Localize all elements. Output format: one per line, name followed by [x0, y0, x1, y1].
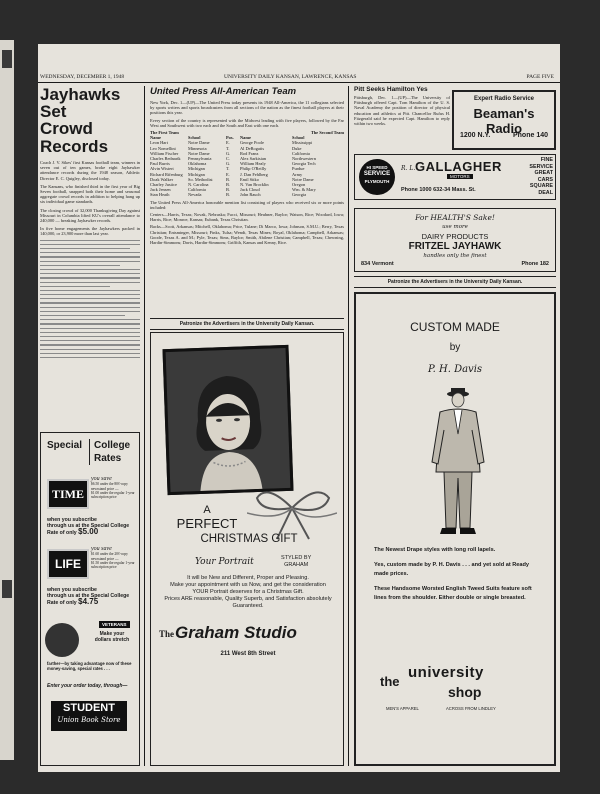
patronize-banner-right: Patronize the Advertisers in the University Daily Kansan.: [354, 276, 556, 288]
aa-paragraph: Backs—Scott, Arkansas; Mitchell, Oklahoma; Price, Tulane; Di Marco, Iowa; Johnson, S.M.U.; Berry, Texas Christian; Entsminger, Missouri; Finks, Tulsa; Wendt, Texas Mines; Royal, Oklahoma; Campbell, Arkansas; Goode, Texas A. and M.; Pyle, Texas; Sims, Baylor; Smith, Abilene Christian; Campbell, Texas; Chewning, Hardin-Simmons; Davis, Hardin-Simmons; Griffith, Kansas and Kenny, Rice.: [150, 224, 344, 246]
table-cell: Michigan: [188, 166, 205, 172]
veterans-line-2: dollars stretch: [94, 637, 130, 643]
table-cell: Notre Dame: [188, 140, 210, 146]
slogan-2: SERVICE: [529, 163, 553, 170]
table-cell: Jack Jensen: [150, 187, 171, 193]
table-cell: California: [292, 150, 310, 156]
beamans-radio-ad: [452, 90, 556, 150]
slogan-3: GREAT: [534, 170, 553, 177]
graham-body-3: Prices ARE reasonable, Quality Superb, and Satisfaction absolutely Guaranteed.: [164, 596, 332, 609]
beaman-name: Beaman's Radio: [473, 106, 535, 136]
masthead-date: WEDNESDAY, DECEMBER 1, 1948: [40, 74, 125, 80]
custom-made-ad: [354, 292, 556, 766]
special-label: [47, 439, 82, 452]
time-subscribe: when you subscribe: [47, 517, 97, 523]
gift-perfect: PERFECT: [176, 516, 238, 531]
first-team-label: The First Team: [150, 130, 179, 136]
table-cell: Wm. & Mary: [292, 187, 316, 193]
badge-line-2: SERVICE: [363, 171, 391, 177]
special-word: Special: [47, 440, 83, 451]
col-pos: Pos.: [226, 135, 234, 141]
your-portrait: Your Portrait: [195, 557, 254, 567]
table-cell: California: [188, 187, 206, 193]
table-cell: B.: [226, 192, 231, 198]
table-cell: Doak Walker: [150, 176, 174, 182]
beaman-phone: Phone 140: [512, 132, 548, 139]
slogan-4: CARS: [537, 176, 553, 183]
table-cell: So. Methodist: [188, 176, 213, 182]
table-cell: G.: [226, 161, 231, 167]
article-paragraph: The Kansans, who finished third in the first year of Big Seven football, snapped both their home and seasonal aggregate crowd records in addition to helping hang up six individual game standards.: [40, 183, 140, 205]
table-cell: E.: [226, 171, 230, 177]
student-name: STUDENT: [63, 702, 115, 714]
custom-desc-2: Yes, custom made by P. H. Davis . . . and yet sold at Ready made prices.: [374, 562, 530, 577]
table-cell: B.: [226, 182, 231, 188]
binding-mark: [2, 50, 12, 68]
beaman-tagline: Expert Radio Service: [473, 96, 535, 102]
veterans-emblem-icon: [45, 623, 79, 657]
graham-address: 211 West 8th Street: [220, 651, 276, 657]
styled-by: STYLED BY: [281, 555, 312, 561]
gallagher-initials: R. L.: [401, 165, 416, 172]
table-cell: Leo Nomellini: [150, 145, 176, 151]
gallagher-slogan: [505, 157, 553, 197]
patronize-banner-center: Patronize the Advertisers in the University Daily Kansan.: [150, 318, 344, 330]
table-cell: Georgia Tech: [292, 161, 316, 167]
pitt-article: [354, 86, 450, 152]
jayhawks-article: [40, 86, 140, 426]
second-team-label: The Second Team: [310, 130, 344, 136]
aa-paragraph: The United Press All-America honorable mention list consisting of players who received six or more points included:: [150, 199, 344, 210]
gift-a: A: [203, 504, 211, 516]
aa-roster-table: [150, 140, 344, 197]
life-detail-1: $1.60 under the 20¢-copy newsstand price —: [91, 552, 128, 561]
time-save: you save: [91, 476, 112, 482]
life-subscribe: when you subscribe: [47, 587, 97, 593]
gallagher-phone: Phone 1000 632-34 Mass. St.: [401, 187, 476, 193]
article-continued-text: [40, 240, 140, 358]
custom-desc-1: The Newest Drape styles with long roll lapels.: [374, 547, 496, 553]
graham-the: The: [159, 629, 175, 639]
gallagher-motors-ad: [354, 154, 556, 200]
veterans-body: farther—by taking advantage now of these money-saving, special rates . . .: [47, 661, 132, 672]
student-union-logo: [51, 701, 127, 731]
hi-speed-service-badge-icon: [359, 159, 395, 195]
slogan-5: SQUARE: [529, 183, 553, 190]
badge-line-1: HI SPEED: [366, 165, 388, 170]
binding-mark: [2, 580, 12, 598]
styled-graham: GRAHAM: [284, 562, 309, 568]
col-school: School: [188, 135, 201, 141]
table-cell: C.: [226, 156, 231, 162]
custom-made-title: CUSTOM MADE: [410, 320, 500, 334]
time-logo: TIME: [47, 479, 89, 509]
life-price: $4.75: [78, 597, 99, 607]
graham-body-1: It will be New and Different, Proper and Pleasing.: [187, 575, 309, 581]
aa-dateline: New York, Dec. 1—(UP)—The United Press today presents its 1948 All-America, the 11 collegians selected by sports writers and sports broadcasters from all sections of the nation as the finest football players at their positions this year.: [150, 100, 344, 116]
col-name: Name: [150, 135, 161, 141]
custom-desc-3: These Handsome Worsted English Tweed Suits feature soft lines from the shoulder. Either double or single breasted.: [374, 586, 532, 601]
table-cell: Notre Dame: [292, 176, 314, 182]
column-rule: [348, 86, 349, 766]
veterans-tag: VETERANS: [99, 621, 130, 628]
aa-headline: United Press All-American Team: [150, 86, 297, 97]
shop-apparel: MEN'S APPAREL: [386, 706, 419, 711]
slogan-6: DEAL: [538, 189, 553, 196]
fritzel-finest: handles only the finest: [423, 253, 487, 259]
table-cell: Purdue: [292, 166, 305, 172]
table-cell: Leon Hart: [150, 140, 168, 146]
newspaper-page: [38, 44, 560, 772]
table-cell: J. Dan Fehlberg: [240, 171, 268, 177]
masthead-paper: UNIVERSITY DAILY KANSAN, LAWRENCE, KANSAS: [224, 74, 357, 80]
aa-paragraph: Every section of the country is represented with the Midwest leading with five players, followed by the Far West and Southwest with two each and the South and East with one each.: [150, 117, 344, 128]
table-cell: Duke: [292, 145, 302, 151]
beaman-address: 1200 N.Y.: [460, 132, 491, 139]
masthead-rule: [38, 82, 560, 83]
life-save: you save: [91, 546, 112, 552]
custom-davis: P. H. Davis: [427, 364, 483, 375]
table-cell: B.: [226, 187, 231, 193]
fritzel-use-more: use more: [442, 224, 468, 230]
table-cell: T.: [226, 166, 230, 172]
all-american-article: [150, 86, 344, 314]
headline-line2: Crowd Records: [40, 119, 109, 156]
fritzel-dairy: DAIRY PRODUCTS: [421, 232, 489, 241]
table-cell: G.: [226, 150, 231, 156]
table-cell: Minnesota: [188, 145, 207, 151]
time-detail-2: $1.00 under the regular 1-year subscription price: [91, 491, 135, 500]
table-cell: N. Van Brocklin: [240, 182, 269, 188]
fritzel-name: FRITZEL JAYHAWK: [408, 241, 502, 252]
shop-location: ACROSS FROM LINDLEY: [446, 706, 496, 711]
table-cell: Richard Rifenburg: [150, 171, 183, 177]
pitt-body: Pittsburgh, Dec. 1—(UP)—The University of Pittsburgh offered Capt. Tom Hamilton of the U. S. Naval Academy the position of director of physical education and athletics at Pitt. Chancellor Rufus H. Fitzgerald said he expected Capt. Hamilton to reply within two weeks.: [354, 95, 450, 127]
table-cell: Stan Heath: [150, 192, 170, 198]
table-cell: William Fischer: [150, 150, 179, 156]
portrait-photo-icon: [166, 348, 291, 492]
table-cell: Oregon: [292, 182, 306, 188]
slogan-1: FINE: [540, 157, 553, 163]
article-paragraph: In five home engagements the Jayhawkers packed in 140,000, or 23,900 more than last year.: [40, 226, 140, 237]
adjacent-page-edge: [0, 40, 14, 760]
table-cell: William Healy: [240, 161, 266, 167]
order-text: Enter your order today, through—: [47, 683, 128, 689]
time-detail-1: $6.50 under the 80¢-copy newsstand price —: [91, 482, 128, 491]
custom-by: by: [449, 342, 461, 353]
gift-christmas: CHRISTMAS GIFT: [200, 533, 298, 545]
table-cell: Alex Sarkisian: [240, 156, 266, 162]
fritzel-jayhawk-ad: [354, 208, 556, 272]
table-cell: George Poole: [240, 140, 264, 146]
table-cell: N. Carolina: [188, 182, 209, 188]
life-rate-text: through us at the Special College Rate of only: [47, 593, 130, 607]
college-rates-ad: [40, 432, 140, 766]
table-cell: John Rauch: [240, 192, 261, 198]
life-detail-2: $1.50 under the regular 1-year subscription price: [91, 561, 135, 570]
table-cell: Nevada: [188, 192, 202, 198]
time-rate-text: through us at the Special College Rate of only: [47, 523, 130, 537]
gallagher-motors: MOTORS: [447, 174, 473, 179]
table-cell: Philip O'Reilly: [240, 166, 267, 172]
aa-paragraph: Centers—Harris, Texas; Novak, Nebraska; Fucci, Missouri; Heubner, Baylor; Watson, Rice; Woodard, Iowa; Harris, Rice; Monroe, Kansas; Eubank, Texas Christian.: [150, 212, 344, 223]
article-paragraph: The closing crowd of 32,000 Thanksgiving Day against Missouri in Columbia lifted KU's overall attendance to 240,000 — breaking Jayhawker records.: [40, 207, 140, 224]
col-school: School: [292, 135, 305, 141]
shop-the: the: [380, 674, 400, 689]
table-cell: Rod Franz: [240, 150, 259, 156]
headline-line1: Jayhawks Set: [40, 86, 121, 121]
article-lead: Coach J. V. Sikes' first Kansas football team, winners in seven out of ten games, broke eight Jayhawker attendance records during the 1948 season, Athletic Director E. C. Quigley, disclosed today.: [40, 160, 140, 181]
shop-university: university: [408, 664, 484, 681]
fritzel-address: 834 Vermont: [361, 261, 394, 267]
badge-line-3: PLYMOUTH: [364, 179, 390, 184]
table-cell: Alvin Wistert: [150, 166, 174, 172]
table-cell: Paul Burris: [150, 161, 170, 167]
table-cell: Georgia: [292, 192, 307, 198]
col-name: Name: [240, 135, 251, 141]
table-cell: Emil Sitko: [240, 176, 259, 182]
table-cell: Charles Bednarik: [150, 156, 181, 162]
suited-man-illustration-icon: [418, 386, 498, 536]
rates-word: Rates: [94, 453, 122, 464]
table-cell: Jack Cloud: [240, 187, 260, 193]
table-cell: Mississippi: [292, 140, 313, 146]
graham-studio-name: Graham Studio: [175, 623, 297, 642]
table-cell: Al DeRogatis: [240, 145, 265, 151]
pitt-headline: Pitt Seeks Hamilton Yes: [354, 86, 428, 93]
table-cell: Oklahoma: [188, 161, 207, 167]
time-price: $5.00: [78, 527, 99, 537]
fritzel-health: For HEALTH'S Sake!: [415, 213, 495, 222]
shop-word: shop: [448, 684, 482, 700]
table-cell: T.: [226, 145, 230, 151]
table-cell: Army: [292, 171, 303, 177]
student-sub: Union Book Store: [57, 716, 121, 724]
table-cell: Pennsylvania: [188, 156, 212, 162]
table-cell: B.: [226, 176, 231, 182]
life-logo: LIFE: [47, 549, 89, 579]
table-cell: Michigan: [188, 171, 205, 177]
graham-body-2: Make your appointment with us Now, and get the consideration YOUR Portrait deserves for a Christmas Gift.: [170, 582, 326, 595]
fritzel-phone: Phone 182: [521, 261, 549, 267]
college-rates-label: [89, 439, 130, 465]
table-cell: Charley Justice: [150, 182, 177, 188]
masthead-page: PAGE FIVE: [526, 74, 554, 80]
table-row: [150, 192, 344, 197]
table-cell: E.: [226, 140, 230, 146]
graham-studio-ad: [150, 332, 344, 766]
college-word: College: [94, 440, 131, 451]
table-cell: Northwestern: [292, 156, 316, 162]
column-rule: [144, 86, 145, 766]
table-cell: Notre Dame: [188, 150, 210, 156]
veterans-line-1: Make your: [99, 631, 125, 637]
gallagher-name: GALLAGHER: [415, 159, 502, 174]
